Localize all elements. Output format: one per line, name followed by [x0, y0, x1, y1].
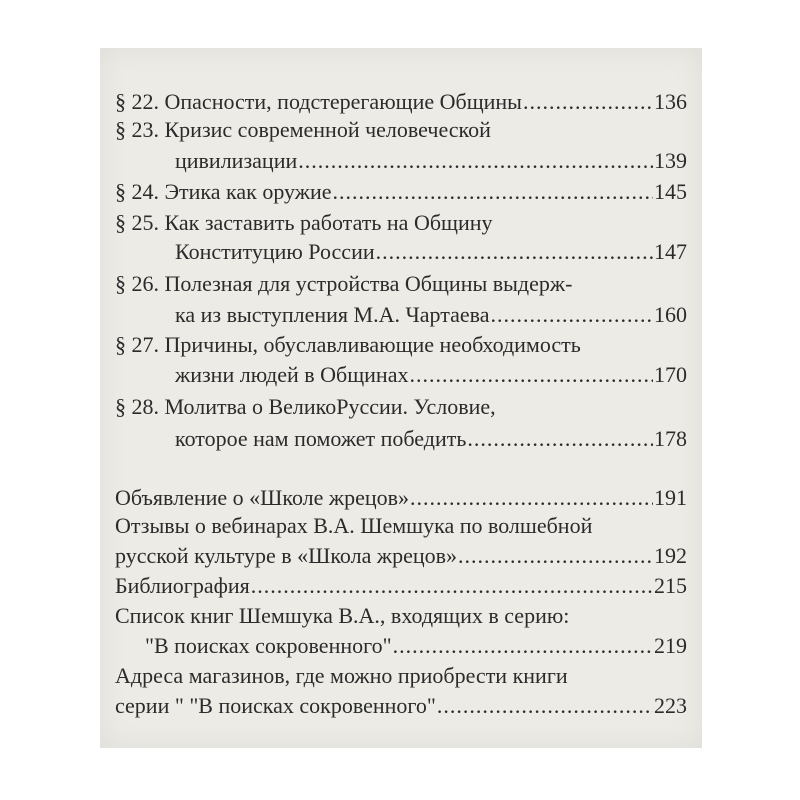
- toc-entry-24: [115, 178, 687, 206]
- toc-entry-22: [115, 88, 687, 116]
- toc-entry-27: [175, 361, 687, 389]
- toc-page-number: 170: [654, 362, 687, 387]
- toc-entry-title: Конституцию России: [175, 239, 375, 264]
- toc-entry-reviews: [115, 542, 687, 570]
- toc-page-number: 145: [654, 179, 687, 204]
- toc-entry-27-line1: § 27. Причины, обуславливающие необходимость: [115, 332, 581, 357]
- toc-entry-25: [175, 238, 687, 266]
- toc-entry-title: жизни людей в Общинах: [175, 362, 409, 387]
- toc-entry-26-line1: § 26. Полезная для устройства Общины выдерж-: [115, 271, 573, 296]
- toc-entry-shops: [115, 692, 687, 720]
- toc-page-number: 136: [654, 89, 687, 114]
- dot-leader: [410, 484, 653, 512]
- book-page: [100, 48, 702, 748]
- toc-entry-28: [175, 425, 687, 453]
- dot-leader: [458, 542, 653, 570]
- toc-entry-25-line1: § 25. Как заставить работать на Общину: [115, 210, 493, 235]
- dot-leader: [467, 425, 653, 453]
- toc-page-number: 192: [654, 543, 687, 568]
- toc-page-number: 223: [654, 693, 687, 718]
- toc-entry-ad: [115, 484, 687, 512]
- toc-entry-shops-line1: Адреса магазинов, где можно приобрести книги: [115, 663, 568, 688]
- toc-page-number: 178: [654, 426, 687, 451]
- toc-entry-title: § 24. Этика как оружие: [115, 179, 332, 204]
- dot-leader: [409, 361, 653, 389]
- toc-page-number: 219: [654, 633, 687, 658]
- dot-leader: [376, 238, 653, 266]
- toc-entry-title: цивилизации: [175, 148, 298, 173]
- toc-page-number: 215: [654, 573, 687, 598]
- toc-entry-books-line1: Список книг Шемшука В.А., входящих в серию:: [115, 603, 570, 628]
- toc-entry-23-line1: § 23. Кризис современной человеческой: [115, 117, 491, 142]
- toc-page-number: 139: [654, 148, 687, 173]
- toc-entry-title: ка из выступления М.А. Чартаева: [175, 302, 490, 327]
- toc-entry-title: Объявление о «Школе жрецов»: [115, 485, 410, 510]
- toc-entry-title: серии " "В поисках сокровенного": [115, 693, 436, 718]
- dot-leader: [393, 632, 653, 660]
- toc-entry-28-line1: § 28. Молитва о ВеликоРуссии. Условие,: [115, 394, 496, 419]
- toc-entry-reviews-line1: Отзывы о вебинарах В.А. Шемшука по волшебной: [115, 513, 593, 538]
- dot-leader: [333, 178, 654, 206]
- toc-entry-23: [175, 147, 687, 175]
- toc-entry-26: [175, 301, 687, 329]
- toc-entry-title: русской культуре в «Школа жрецов»: [115, 543, 457, 568]
- toc-entry-title: Библиография: [115, 573, 250, 598]
- dot-leader: [298, 147, 653, 175]
- toc-page-number: 160: [654, 302, 687, 327]
- dot-leader: [491, 301, 653, 329]
- dot-leader: [523, 88, 653, 116]
- toc-entry-title: которое нам поможет победить: [175, 426, 467, 451]
- dot-leader: [437, 692, 653, 720]
- toc-entry-title: § 22. Опасности, подстерегающие Общины: [115, 89, 522, 114]
- toc-entry-books: [145, 632, 687, 660]
- dot-leader: [251, 572, 653, 600]
- toc-entry-title: "В поисках сокровенного": [145, 633, 392, 658]
- toc-entry-bibliography: [115, 572, 687, 600]
- toc-page-number: 191: [654, 485, 687, 510]
- toc-page-number: 147: [654, 239, 687, 264]
